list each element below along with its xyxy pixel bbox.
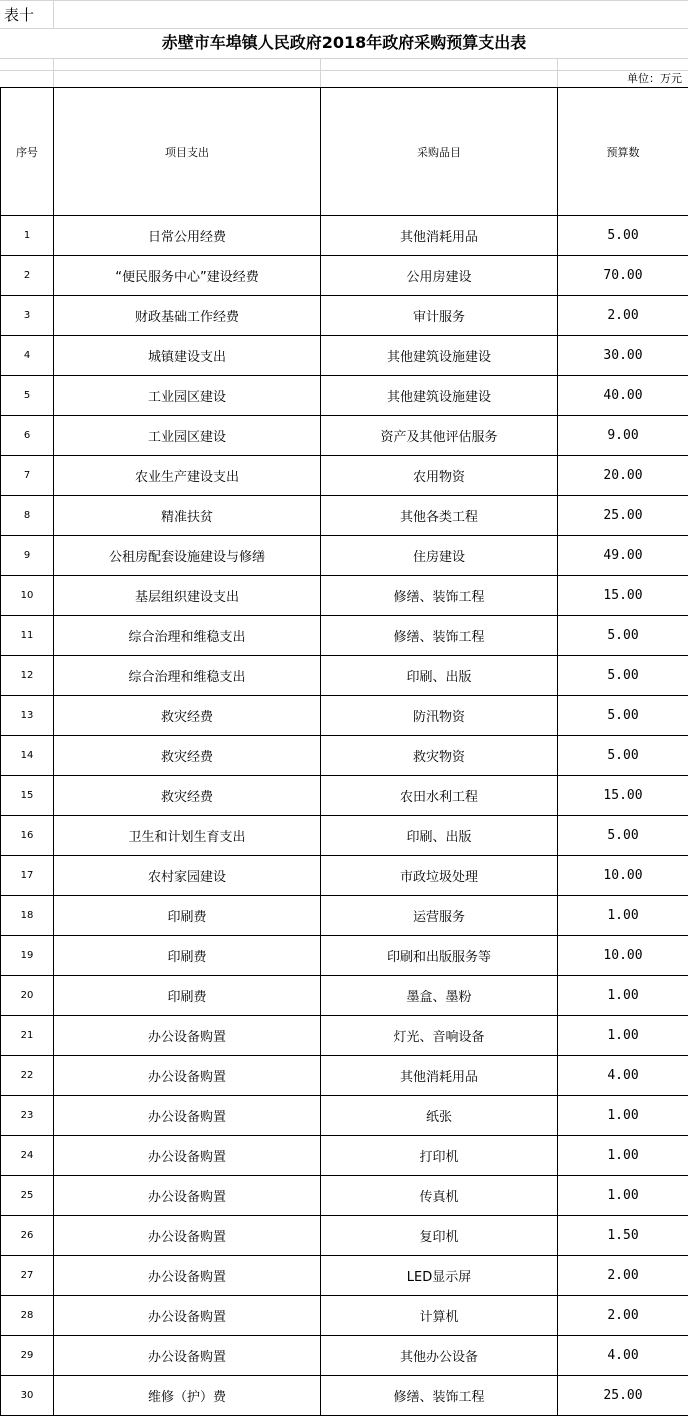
gridline [320, 58, 321, 87]
row-number-cell: 22 [1, 1056, 54, 1096]
row-number-cell: 2 [1, 256, 54, 296]
table-row [1, 936, 688, 976]
unit-label: 单位：万元 [627, 72, 682, 85]
project-cell: 印刷费 [54, 936, 321, 976]
amount-cell: 15.00 [558, 776, 688, 816]
amount-cell: 5.00 [558, 736, 688, 776]
amount-cell: 5.00 [558, 816, 688, 856]
amount-cell: 1.00 [558, 896, 688, 936]
amount-cell: 4.00 [558, 1336, 688, 1376]
table-row [1, 1296, 688, 1336]
category-cell: 复印机 [321, 1216, 558, 1256]
table-header-row [1, 88, 688, 216]
category-cell: 其他各类工程 [321, 496, 558, 536]
row-number-cell: 16 [1, 816, 54, 856]
row-number-cell: 24 [1, 1136, 54, 1176]
category-cell: 印刷、出版 [321, 816, 558, 856]
table-row [1, 1376, 688, 1416]
amount-cell: 10.00 [558, 936, 688, 976]
table-row [1, 216, 688, 256]
row-number-cell: 6 [1, 416, 54, 456]
category-cell: 修缮、装饰工程 [321, 576, 558, 616]
gridline [0, 0, 688, 1]
category-cell: 计算机 [321, 1296, 558, 1336]
category-cell: 其他建筑设施建设 [321, 336, 558, 376]
table-row [1, 536, 688, 576]
project-cell: 印刷费 [54, 976, 321, 1016]
project-cell: 综合治理和维稳支出 [54, 656, 321, 696]
amount-cell: 70.00 [558, 256, 688, 296]
table-row [1, 1016, 688, 1056]
project-cell: 办公设备购置 [54, 1256, 321, 1296]
category-cell: 其他建筑设施建设 [321, 376, 558, 416]
table-row [1, 976, 688, 1016]
project-cell: 救灾经费 [54, 736, 321, 776]
column-header-amount: 预算数 [558, 88, 688, 216]
gridline [53, 0, 54, 28]
amount-cell: 1.00 [558, 1176, 688, 1216]
category-cell: 防汛物资 [321, 696, 558, 736]
row-number-cell: 20 [1, 976, 54, 1016]
amount-cell: 49.00 [558, 536, 688, 576]
row-number-cell: 10 [1, 576, 54, 616]
amount-cell: 1.00 [558, 1136, 688, 1176]
project-cell: 精准扶贫 [54, 496, 321, 536]
row-number-cell: 7 [1, 456, 54, 496]
table-row [1, 496, 688, 536]
table-row [1, 1256, 688, 1296]
category-cell: LED显示屏 [321, 1256, 558, 1296]
category-cell: 灯光、音响设备 [321, 1016, 558, 1056]
table-row [1, 696, 688, 736]
amount-cell: 4.00 [558, 1056, 688, 1096]
table-row [1, 1216, 688, 1256]
project-cell: 工业园区建设 [54, 416, 321, 456]
amount-cell: 2.00 [558, 1256, 688, 1296]
project-cell: 办公设备购置 [54, 1176, 321, 1216]
amount-cell: 5.00 [558, 616, 688, 656]
gridline [0, 70, 688, 71]
category-cell: 打印机 [321, 1136, 558, 1176]
gridline [0, 28, 688, 29]
category-cell: 救灾物资 [321, 736, 558, 776]
row-number-cell: 17 [1, 856, 54, 896]
table-row [1, 376, 688, 416]
table-row [1, 456, 688, 496]
row-number-cell: 18 [1, 896, 54, 936]
amount-cell: 15.00 [558, 576, 688, 616]
amount-cell: 5.00 [558, 656, 688, 696]
category-cell: 公用房建设 [321, 256, 558, 296]
table-body [1, 216, 688, 1416]
table-row [1, 576, 688, 616]
row-number-cell: 3 [1, 296, 54, 336]
table-row [1, 736, 688, 776]
project-cell: “便民服务中心”建设经费 [54, 256, 321, 296]
row-number-cell: 30 [1, 1376, 54, 1416]
gridline [0, 58, 688, 59]
amount-cell: 25.00 [558, 1376, 688, 1416]
amount-cell: 20.00 [558, 456, 688, 496]
row-number-cell: 1 [1, 216, 54, 256]
row-number-cell: 9 [1, 536, 54, 576]
amount-cell: 40.00 [558, 376, 688, 416]
table-row [1, 616, 688, 656]
amount-cell: 1.00 [558, 1096, 688, 1136]
row-number-cell: 19 [1, 936, 54, 976]
amount-cell: 2.00 [558, 1296, 688, 1336]
category-cell: 修缮、装饰工程 [321, 616, 558, 656]
category-cell: 住房建设 [321, 536, 558, 576]
gridline [53, 58, 54, 87]
amount-cell: 25.00 [558, 496, 688, 536]
table-row [1, 336, 688, 376]
category-cell: 修缮、装饰工程 [321, 1376, 558, 1416]
project-cell: 日常公用经费 [54, 216, 321, 256]
row-number-cell: 4 [1, 336, 54, 376]
project-cell: 维修（护）费 [54, 1376, 321, 1416]
row-number-cell: 26 [1, 1216, 54, 1256]
project-cell: 办公设备购置 [54, 1096, 321, 1136]
row-number-cell: 28 [1, 1296, 54, 1336]
amount-cell: 5.00 [558, 696, 688, 736]
column-header-no: 序号 [1, 88, 54, 216]
table-row [1, 1336, 688, 1376]
table-row [1, 1096, 688, 1136]
page-title: 赤壁市车埠镇人民政府2018年政府采购预算支出表 [161, 33, 527, 52]
amount-cell: 5.00 [558, 216, 688, 256]
project-cell: 卫生和计划生育支出 [54, 816, 321, 856]
category-cell: 墨盒、墨粉 [321, 976, 558, 1016]
row-number-cell: 11 [1, 616, 54, 656]
project-cell: 综合治理和维稳支出 [54, 616, 321, 656]
category-cell: 农田水利工程 [321, 776, 558, 816]
amount-cell: 2.00 [558, 296, 688, 336]
row-number-cell: 15 [1, 776, 54, 816]
row-number-cell: 21 [1, 1016, 54, 1056]
project-cell: 基层组织建设支出 [54, 576, 321, 616]
table-row [1, 816, 688, 856]
project-cell: 办公设备购置 [54, 1216, 321, 1256]
category-cell: 市政垃圾处理 [321, 856, 558, 896]
budget-table [0, 87, 688, 1416]
category-cell: 印刷、出版 [321, 656, 558, 696]
project-cell: 印刷费 [54, 896, 321, 936]
table-row [1, 256, 688, 296]
table-row [1, 776, 688, 816]
table-row [1, 1176, 688, 1216]
category-cell: 传真机 [321, 1176, 558, 1216]
row-number-cell: 29 [1, 1336, 54, 1376]
row-number-cell: 27 [1, 1256, 54, 1296]
sheet-label: 表十 [4, 6, 35, 24]
project-cell: 财政基础工作经费 [54, 296, 321, 336]
project-cell: 工业园区建设 [54, 376, 321, 416]
category-cell: 运营服务 [321, 896, 558, 936]
project-cell: 办公设备购置 [54, 1296, 321, 1336]
row-number-cell: 25 [1, 1176, 54, 1216]
project-cell: 农业生产建设支出 [54, 456, 321, 496]
category-cell: 纸张 [321, 1096, 558, 1136]
table-row [1, 1056, 688, 1096]
category-cell: 农用物资 [321, 456, 558, 496]
category-cell: 资产及其他评估服务 [321, 416, 558, 456]
category-cell: 其他消耗用品 [321, 1056, 558, 1096]
row-number-cell: 13 [1, 696, 54, 736]
project-cell: 城镇建设支出 [54, 336, 321, 376]
amount-cell: 9.00 [558, 416, 688, 456]
table-row [1, 1136, 688, 1176]
category-cell: 其他消耗用品 [321, 216, 558, 256]
category-cell: 审计服务 [321, 296, 558, 336]
gridline [557, 58, 558, 87]
amount-cell: 10.00 [558, 856, 688, 896]
category-cell: 其他办公设备 [321, 1336, 558, 1376]
project-cell: 救灾经费 [54, 696, 321, 736]
row-number-cell: 8 [1, 496, 54, 536]
amount-cell: 1.50 [558, 1216, 688, 1256]
project-cell: 办公设备购置 [54, 1136, 321, 1176]
column-header-category: 采购品目 [321, 88, 558, 216]
project-cell: 公租房配套设施建设与修缮 [54, 536, 321, 576]
row-number-cell: 14 [1, 736, 54, 776]
table-row [1, 296, 688, 336]
project-cell: 办公设备购置 [54, 1016, 321, 1056]
project-cell: 救灾经费 [54, 776, 321, 816]
table-row [1, 416, 688, 456]
table-row [1, 656, 688, 696]
amount-cell: 1.00 [558, 976, 688, 1016]
row-number-cell: 5 [1, 376, 54, 416]
table-row [1, 856, 688, 896]
table-row [1, 896, 688, 936]
amount-cell: 30.00 [558, 336, 688, 376]
column-header-item: 项目支出 [54, 88, 321, 216]
project-cell: 办公设备购置 [54, 1336, 321, 1376]
project-cell: 农村家园建设 [54, 856, 321, 896]
amount-cell: 1.00 [558, 1016, 688, 1056]
row-number-cell: 12 [1, 656, 54, 696]
category-cell: 印刷和出版服务等 [321, 936, 558, 976]
project-cell: 办公设备购置 [54, 1056, 321, 1096]
row-number-cell: 23 [1, 1096, 54, 1136]
